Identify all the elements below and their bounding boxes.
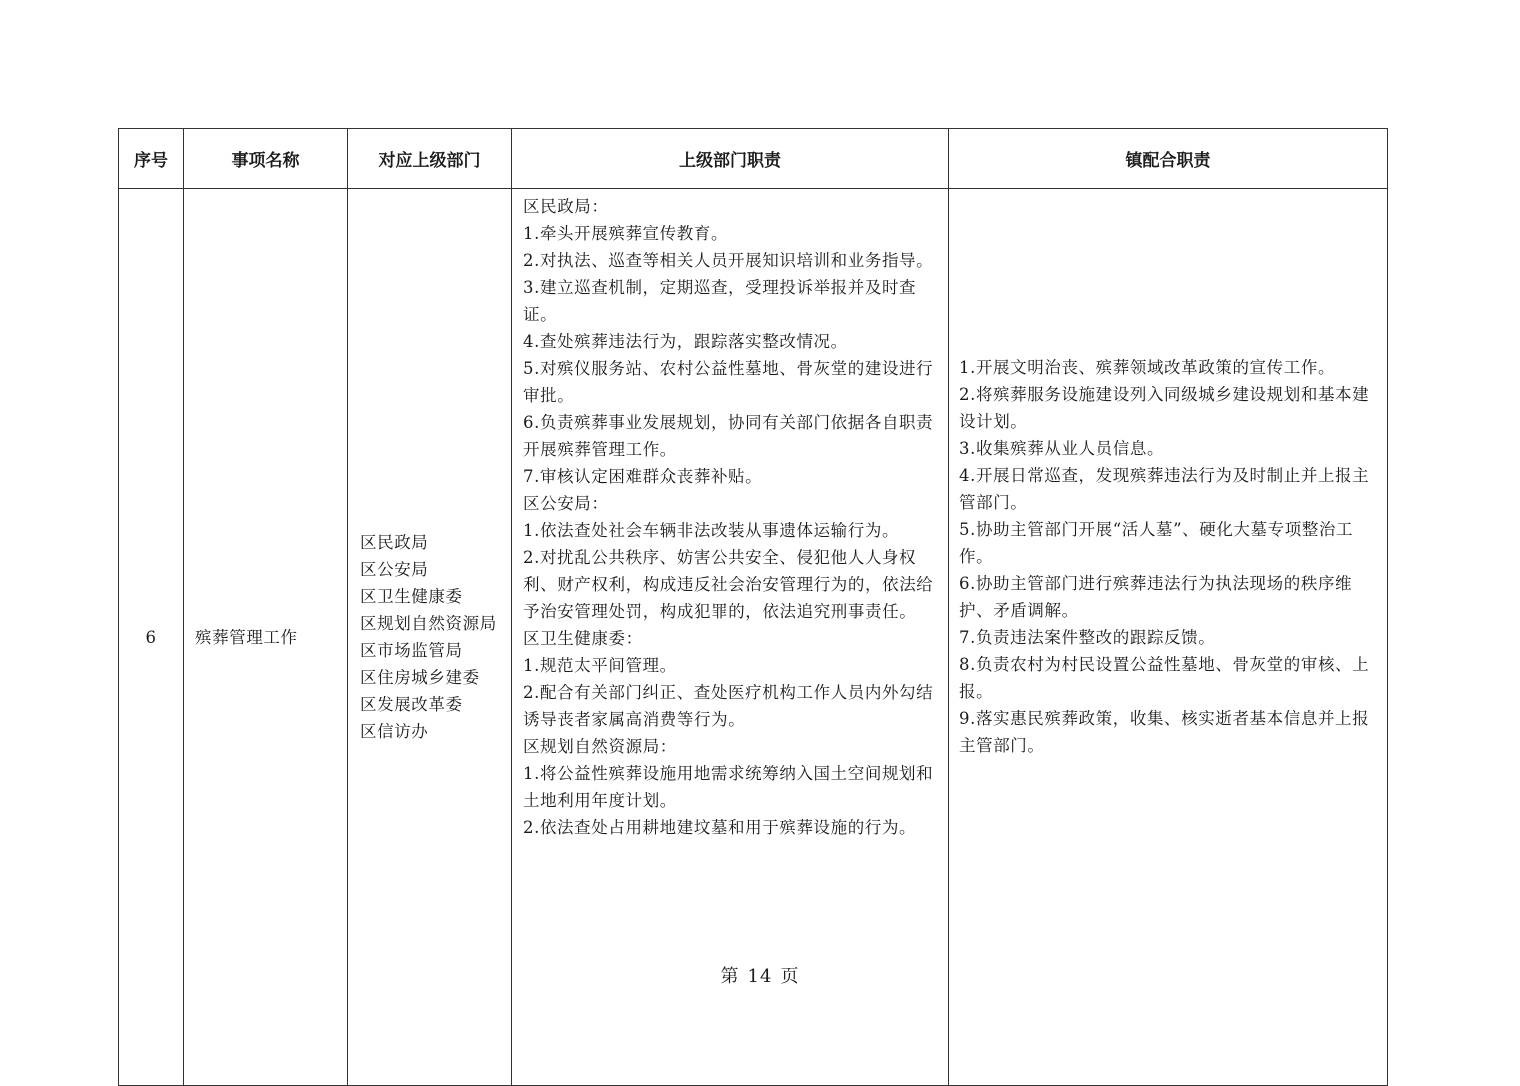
page-prefix: 第 [720,966,740,987]
header-upper-duties: 上级部门职责 [512,129,949,189]
duty-item: 6.协助主管部门进行殡葬违法行为执法现场的秩序维护、矛盾调解。 [959,574,1353,620]
cell-item-name: 殡葬管理工作 [184,189,348,1086]
department-item: 区卫生健康委 [360,587,463,606]
cell-upper-duties [512,189,949,1086]
duty-item: 6.负责殡葬事业发展规划，协同有关部门依据各自职责开展殡葬管理工作。 [523,413,934,459]
page-suffix: 页 [780,966,800,987]
header-item-name: 事项名称 [184,129,348,189]
page-number: 14 [747,966,773,987]
duty-item: 9.落实惠民殡葬政策，收集、核实逝者基本信息并上报主管部门。 [959,709,1370,755]
duty-item: 2.将殡葬服务设施建设列入同级城乡建设规划和基本建设计划。 [959,385,1370,431]
duty-heading: 区公安局： [523,494,609,513]
duty-heading: 区规划自然资源局： [523,737,677,756]
duty-item: 2.依法查处占用耕地建坟墓和用于殡葬设施的行为。 [523,818,917,837]
department-item: 区公安局 [360,560,429,579]
duty-item: 2.对扰乱公共秩序、妨害公共安全、侵犯他人人身权利、财产权利，构成违反社会治安管理行为的，依法给予治安管理处罚，构成犯罪的，依法追究刑事责任。 [523,548,934,621]
duty-item: 1.规范太平间管理。 [523,656,677,675]
duty-item: 1.将公益性殡葬设施用地需求统筹纳入国土空间规划和土地利用年度计划。 [523,764,934,810]
department-item: 区民政局 [360,533,429,552]
duty-item: 7.审核认定困难群众丧葬补贴。 [523,467,763,486]
duty-item: 2.对执法、巡查等相关人员开展知识培训和业务指导。 [523,251,934,270]
duty-item: 1.牵头开展殡葬宣传教育。 [523,224,729,243]
duty-heading: 区民政局： [523,197,609,216]
duty-item: 3.建立巡查机制，定期巡查，受理投诉举报并及时查证。 [523,278,917,324]
duty-item: 5.协助主管部门开展“活人墓”、硬化大墓专项整治工作。 [959,520,1354,566]
cell-serial-number: 6 [119,189,184,1086]
department-item: 区信访办 [360,722,429,741]
department-item: 区市场监管局 [360,641,463,660]
duty-item: 1.开展文明治丧、殡葬领域改革政策的宣传工作。 [959,358,1336,377]
cell-departments [348,189,512,1086]
header-serial-number: 序号 [119,129,184,189]
department-item: 区规划自然资源局 [360,614,497,633]
page-footer [0,962,1520,988]
header-town-duties: 镇配合职责 [949,129,1388,189]
cell-town-duties [949,189,1388,1086]
table-row [119,189,1388,1086]
department-item: 区发展改革委 [360,695,463,714]
duty-item: 2.配合有关部门纠正、查处医疗机构工作人员内外勾结诱导丧者家属高消费等行为。 [523,683,934,729]
table-header-row [119,129,1388,189]
duty-item: 1.依法查处社会车辆非法改装从事遗体运输行为。 [523,521,900,540]
department-item: 区住房城乡建委 [360,668,480,687]
duty-item: 5.对殡仪服务站、农村公益性墓地、骨灰堂的建设进行审批。 [523,359,934,405]
duty-item: 4.开展日常巡查，发现殡葬违法行为及时制止并上报主管部门。 [959,466,1370,512]
duty-table [118,128,1388,1086]
duty-item: 3.收集殡葬从业人员信息。 [959,439,1165,458]
duty-item: 7.负责违法案件整改的跟踪反馈。 [959,628,1216,647]
header-upper-department: 对应上级部门 [348,129,512,189]
duty-item: 4.查处殡葬违法行为，跟踪落实整改情况。 [523,332,848,351]
duty-heading: 区卫生健康委： [523,629,643,648]
duty-item: 8.负责农村为村民设置公益性墓地、骨灰堂的审核、上报。 [959,655,1370,701]
